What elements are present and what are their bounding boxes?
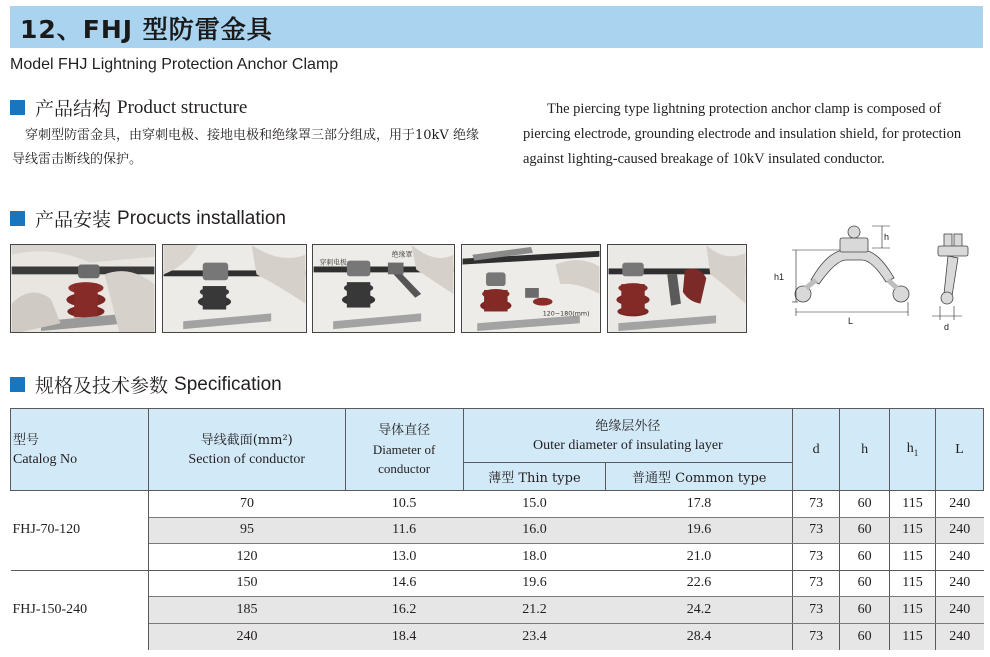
- installation-photo-5: [607, 244, 747, 333]
- drawing-label-d: d: [944, 322, 950, 332]
- h1-cell: 115: [890, 544, 936, 571]
- specification-heading-en: Specification: [174, 373, 282, 395]
- header-outer: [463, 409, 793, 463]
- table-row: [11, 491, 984, 518]
- h-cell: 60: [840, 597, 890, 624]
- header-h1-sub: 1: [913, 447, 919, 458]
- header-diameter: [345, 409, 463, 491]
- h-cell: 60: [840, 544, 890, 571]
- L-cell: 240: [935, 491, 983, 518]
- diameter-cell: 16.2: [345, 597, 463, 624]
- table-row: [11, 517, 984, 544]
- h1-cell: 115: [890, 491, 936, 518]
- structure-heading: [10, 94, 247, 121]
- h-cell: 60: [840, 623, 890, 650]
- section-square-icon: [10, 377, 25, 392]
- common-cell: 17.8: [606, 491, 793, 518]
- photo-label-piercing: 穿刺电极: [319, 258, 347, 267]
- drawing-label-h: h: [884, 232, 890, 242]
- section-cell: 185: [148, 597, 345, 624]
- section-cell: 240: [148, 623, 345, 650]
- header-common: 普通型 Common type: [606, 463, 793, 491]
- table-row: [11, 623, 984, 650]
- diameter-cell: 14.6: [345, 570, 463, 597]
- header-diameter-en1: Diameter of: [372, 442, 436, 457]
- diameter-cell: 13.0: [345, 544, 463, 571]
- section-square-icon: [10, 100, 25, 115]
- d-cell: 73: [793, 623, 840, 650]
- structure-text-cn: 穿刺型防雷金具，由穿刺电极、接地电极和绝缘罩三部分组成，用于10kV 绝缘导线雷击断线的保护。: [12, 128, 479, 167]
- header-h1: [890, 409, 936, 491]
- section-cell: 150: [148, 570, 345, 597]
- L-cell: 240: [935, 517, 983, 544]
- h1-cell: 115: [890, 597, 936, 624]
- installation-photo-1: [10, 244, 156, 333]
- table-row: [11, 570, 984, 597]
- header-section: [148, 409, 345, 491]
- page-subtitle: Model FHJ Lightning Protection Anchor Clamp: [10, 56, 339, 73]
- d-cell: 73: [793, 544, 840, 571]
- thin-cell: 23.4: [463, 623, 606, 650]
- h-cell: 60: [840, 570, 890, 597]
- drawing-label-L: L: [848, 316, 854, 326]
- header-catalog-en: Catalog No: [13, 451, 78, 467]
- common-cell: 28.4: [606, 623, 793, 650]
- L-cell: 240: [935, 570, 983, 597]
- h1-cell: 115: [890, 517, 936, 544]
- h-cell: 60: [840, 491, 890, 518]
- section-square-icon: [10, 211, 25, 226]
- d-cell: 73: [793, 570, 840, 597]
- thin-cell: 21.2: [463, 597, 606, 624]
- diameter-cell: 18.4: [345, 623, 463, 650]
- specification-heading: [10, 371, 282, 398]
- header-section-en: Section of conductor: [188, 451, 306, 467]
- d-cell: 73: [793, 597, 840, 624]
- L-cell: 240: [935, 597, 983, 624]
- L-cell: 240: [935, 623, 983, 650]
- installation-heading-en: Procucts installation: [117, 207, 286, 229]
- dimension-drawing: [766, 220, 986, 340]
- section-cell: 70: [148, 491, 345, 518]
- installation-heading-cn: 产品安装: [35, 209, 112, 231]
- page-title: 12、FHJ 型防雷金具: [20, 15, 273, 44]
- drawing-label-h1: h1: [774, 272, 785, 282]
- thin-cell: 15.0: [463, 491, 606, 518]
- header-section-cn: 导线截面(mm²): [200, 432, 293, 448]
- structure-heading-en: Product structure: [117, 96, 248, 118]
- header-diameter-cn: 导体直径: [378, 423, 431, 438]
- table-row: [11, 597, 984, 624]
- diameter-cell: 11.6: [345, 517, 463, 544]
- thin-cell: 16.0: [463, 517, 606, 544]
- header-catalog: [11, 409, 149, 491]
- thin-cell: 19.6: [463, 570, 606, 597]
- h1-cell: 115: [890, 570, 936, 597]
- header-thin: 薄型 Thin type: [463, 463, 606, 491]
- specification-table: [10, 408, 984, 650]
- L-cell: 240: [935, 544, 983, 571]
- h1-cell: 115: [890, 623, 936, 650]
- installation-photo-2: [162, 244, 307, 333]
- header-diameter-en2: conductor: [378, 461, 431, 476]
- catalog-cell: FHJ-70-120: [11, 491, 149, 571]
- header-h1-main: h: [906, 441, 914, 457]
- catalog-cell: FHJ-150-240: [11, 570, 149, 650]
- common-cell: 21.0: [606, 544, 793, 571]
- thin-cell: 18.0: [463, 544, 606, 571]
- common-cell: 19.6: [606, 517, 793, 544]
- photo-label-shield: 绝缘罩: [391, 250, 413, 259]
- header-h: h: [840, 409, 890, 491]
- table-row: [11, 544, 984, 571]
- section-cell: 120: [148, 544, 345, 571]
- installation-photo-3: [312, 244, 455, 333]
- specification-heading-cn: 规格及技术参数: [35, 375, 169, 397]
- h-cell: 60: [840, 517, 890, 544]
- header-catalog-cn: 型号: [13, 432, 40, 448]
- header-outer-en: Outer diameter of insulating layer: [532, 437, 723, 453]
- header-outer-cn: 绝缘层外径: [595, 418, 661, 434]
- d-cell: 73: [793, 517, 840, 544]
- photo-label-distance: 120~180(mm): [542, 310, 590, 318]
- structure-text-en: The piercing type lightning protection anchor clamp is composed of piercing electrode, grounding electrode and insulation shield, for protection against lighting-caused breakage of 10kV insulated conductor.: [523, 101, 962, 167]
- header-d: d: [793, 409, 840, 491]
- section-cell: 95: [148, 517, 345, 544]
- installation-photo-4: [461, 244, 601, 333]
- header-L: L: [935, 409, 983, 491]
- d-cell: 73: [793, 491, 840, 518]
- common-cell: 24.2: [606, 597, 793, 624]
- common-cell: 22.6: [606, 570, 793, 597]
- installation-heading: [10, 205, 286, 232]
- structure-heading-cn: 产品结构: [35, 98, 112, 120]
- title-bar: [10, 6, 983, 48]
- diameter-cell: 10.5: [345, 491, 463, 518]
